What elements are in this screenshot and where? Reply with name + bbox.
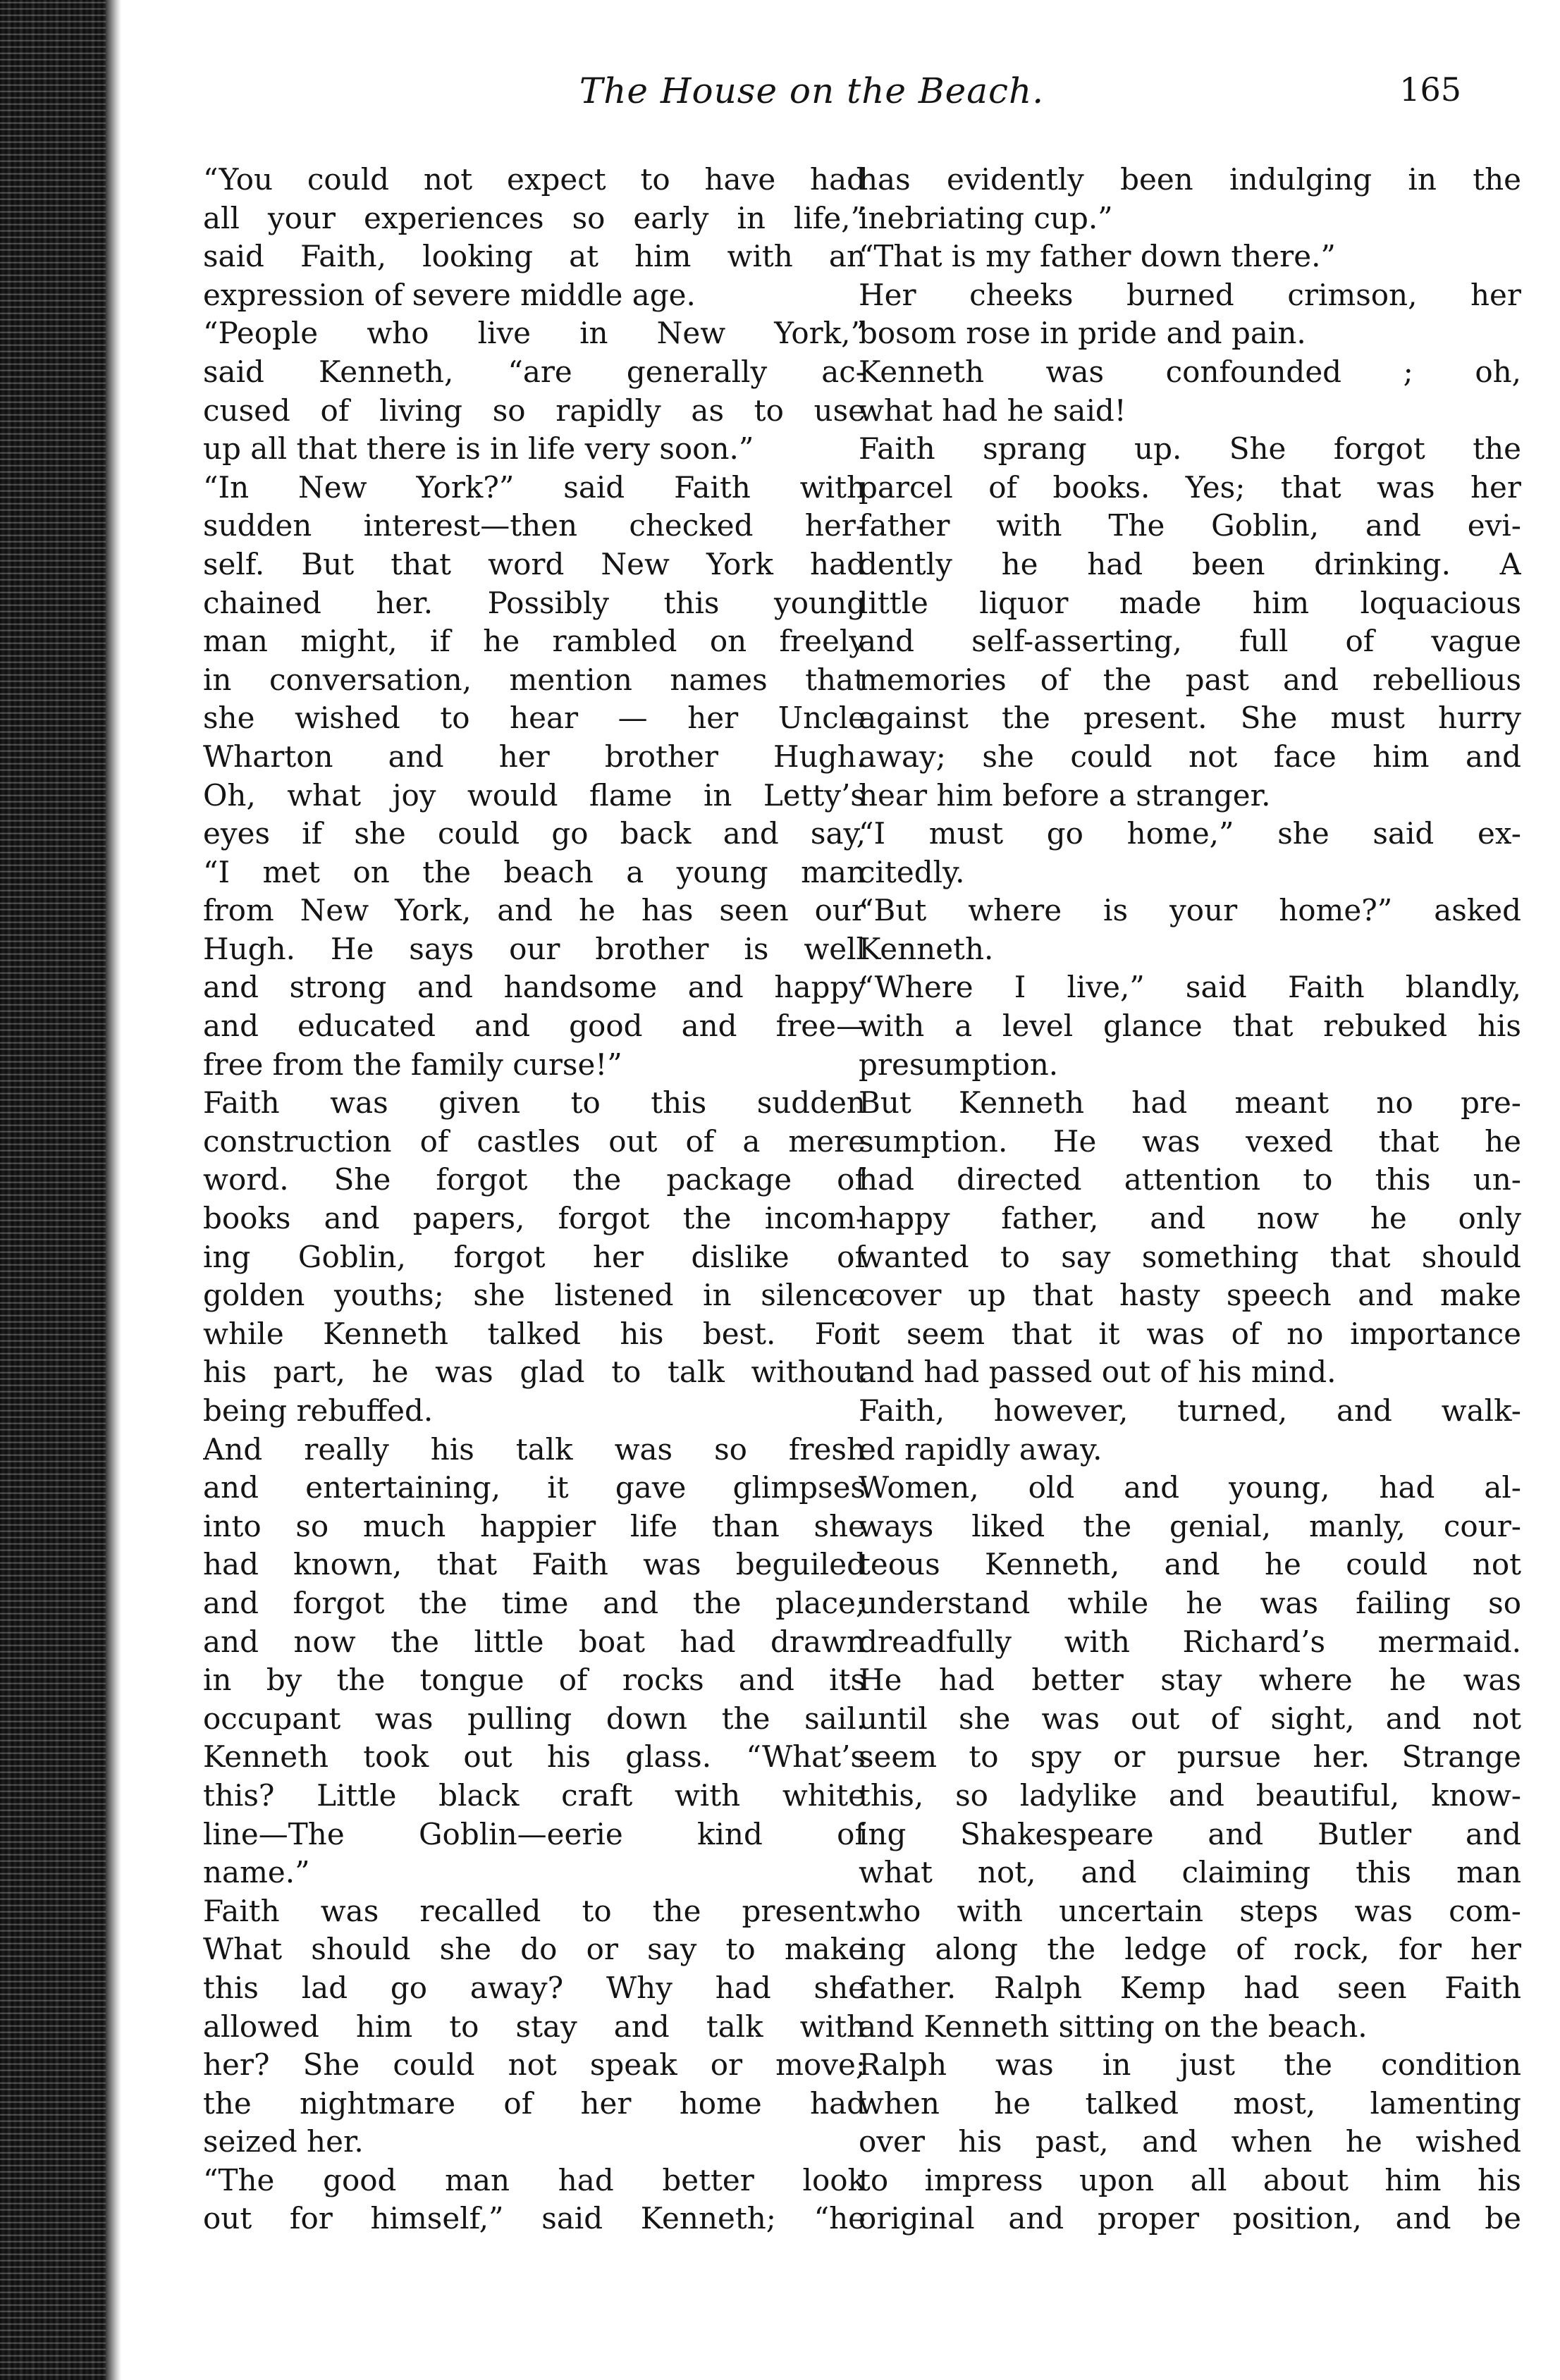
text-line: ing along the ledge of rock, for her xyxy=(859,1932,1521,1967)
text-line: allowed him to stay and talk with xyxy=(203,2009,866,2044)
text-line: memories of the past and rebellious xyxy=(859,662,1521,697)
running-title: The House on the Beach. xyxy=(579,70,1045,111)
text-line: And really his talk was so fresh xyxy=(203,1431,866,1467)
text-line: chained her. Possibly this young xyxy=(203,585,866,620)
text-line: original and proper position, and be xyxy=(859,2201,1521,2236)
text-line: it seem that it was of no importance xyxy=(859,1316,1521,1351)
text-line: bosom rose in pride and pain. xyxy=(859,316,1306,351)
text-line: construction of castles out of a mere xyxy=(203,1123,866,1159)
text-line: parcel of books. Yes; that was her xyxy=(859,469,1521,505)
text-line: dreadfully with Richard’s mermaid. xyxy=(859,1624,1521,1659)
text-line: in by the tongue of rocks and its xyxy=(203,1663,866,1698)
page-number: 165 xyxy=(1399,70,1461,109)
text-line: when he talked most, lamenting xyxy=(859,2085,1521,2121)
text-line: the nightmare of her home had xyxy=(203,2085,866,2121)
text-line: father. Ralph Kemp had seen Faith xyxy=(859,1970,1521,2005)
text-line: his part, he was glad to talk without xyxy=(203,1355,866,1390)
text-line: Kenneth took out his glass. “What’s xyxy=(203,1739,866,1775)
text-line: books and papers, forgot the incom- xyxy=(203,1201,866,1236)
text-line: Faith was recalled to the present. xyxy=(203,1893,866,1928)
text-line: had directed attention to this un- xyxy=(859,1162,1521,1197)
text-line: what had he said! xyxy=(859,393,1126,428)
text-line: expression of severe middle age. xyxy=(203,277,696,312)
binding-shadow xyxy=(106,0,121,2380)
text-line: line—The Goblin—eerie kind of xyxy=(203,1816,866,1851)
text-line: ing Goblin, forgot her dislike of xyxy=(203,1239,866,1274)
text-line: said Kenneth, “are generally ac- xyxy=(203,354,866,389)
text-line: teous Kenneth, and he could not xyxy=(859,1547,1521,1582)
text-line: with a level glance that rebuked his xyxy=(859,1009,1521,1044)
text-line: Oh, what joy would flame in Letty’s xyxy=(203,777,866,813)
text-line: who with uncertain steps was com- xyxy=(859,1893,1521,1928)
text-line: “People who live in New York,” xyxy=(203,316,866,351)
text-line: occupant was pulling down the sail. xyxy=(203,1701,866,1736)
text-line: all your experiences so early in life,” xyxy=(203,200,866,235)
text-line: this? Little black craft with white xyxy=(203,1777,866,1813)
text-line: Hugh. He says our brother is well xyxy=(203,931,866,966)
text-line: What should she do or say to make xyxy=(203,1932,866,1967)
text-line: “The good man had better look xyxy=(203,2162,866,2197)
text-line: and educated and good and free— xyxy=(203,1009,866,1044)
text-line: “That is my father down there.” xyxy=(859,239,1336,274)
text-line: inebriating cup.” xyxy=(859,200,1113,235)
text-line: and now the little boat had drawn xyxy=(203,1624,866,1659)
text-line: ed rapidly away. xyxy=(859,1431,1103,1467)
text-line: being rebuffed. xyxy=(203,1393,434,1428)
text-line: she wished to hear — her Uncle xyxy=(203,701,866,736)
text-line: up all that there is in life very soon.” xyxy=(203,431,754,467)
text-line: “I must go home,” she said ex- xyxy=(859,816,1521,851)
page-header xyxy=(162,70,1461,120)
text-line: Wharton and her brother Hugh. xyxy=(203,739,866,774)
text-line: and entertaining, it gave glimpses xyxy=(203,1470,866,1505)
text-line: and Kenneth sitting on the beach. xyxy=(859,2009,1368,2044)
text-line: little liquor made him loquacious xyxy=(859,585,1521,620)
text-line: and had passed out of his mind. xyxy=(859,1355,1337,1390)
text-line: But Kenneth had meant no pre- xyxy=(859,1085,1521,1121)
text-line: name.” xyxy=(203,1855,310,1890)
text-line: man might, if he rambled on freely xyxy=(203,624,866,659)
text-line: “I met on the beach a young man xyxy=(203,854,866,889)
text-line: and forgot the time and the place; xyxy=(203,1585,866,1620)
right-text-column xyxy=(859,161,1521,2238)
text-line: until she was out of sight, and not xyxy=(859,1701,1521,1736)
text-line: to impress upon all about him his xyxy=(859,2162,1521,2197)
text-line: her? She could not speak or move; xyxy=(203,2047,866,2083)
text-line: Women, old and young, had al- xyxy=(859,1470,1521,1505)
text-line: “You could not expect to have had xyxy=(203,162,866,197)
text-line: presumption. xyxy=(859,1047,1059,1082)
text-line: cused of living so rapidly as to use xyxy=(203,393,866,428)
text-line: this, so ladylike and beautiful, know- xyxy=(859,1777,1521,1813)
text-line: had known, that Faith was beguiled xyxy=(203,1547,866,1582)
text-line: away; she could not face him and xyxy=(859,739,1521,774)
text-line: eyes if she could go back and say, xyxy=(203,816,866,851)
text-line: cover up that hasty speech and make xyxy=(859,1278,1521,1313)
text-line: word. She forgot the package of xyxy=(203,1162,866,1197)
text-line: self. But that word New York had xyxy=(203,546,866,581)
text-line: dently he had been drinking. A xyxy=(859,546,1521,581)
text-line: and self-asserting, full of vague xyxy=(859,624,1521,659)
text-line: Ralph was in just the condition xyxy=(859,2047,1521,2083)
text-line: understand while he was failing so xyxy=(859,1585,1521,1620)
text-line: Faith sprang up. She forgot the xyxy=(859,431,1521,467)
text-line: sudden interest—then checked her- xyxy=(203,508,866,543)
text-line: from New York, and he has seen our xyxy=(203,893,866,928)
text-line: Her cheeks burned crimson, her xyxy=(859,277,1521,312)
left-text-column xyxy=(203,161,866,2238)
text-line: wanted to say something that should xyxy=(859,1239,1521,1274)
text-line: what not, and claiming this man xyxy=(859,1855,1521,1890)
text-line: and strong and handsome and happy xyxy=(203,970,866,1005)
text-line: ways liked the genial, manly, cour- xyxy=(859,1508,1521,1543)
text-line: happy father, and now he only xyxy=(859,1201,1521,1236)
text-line: Kenneth was confounded ; oh, xyxy=(859,354,1521,389)
text-line: Faith, however, turned, and walk- xyxy=(859,1393,1521,1428)
text-line: seized her. xyxy=(203,2124,364,2159)
text-line: this lad go away? Why had she xyxy=(203,1970,866,2005)
text-line: “Where I live,” said Faith blandly, xyxy=(859,970,1521,1005)
text-line: sumption. He was vexed that he xyxy=(859,1123,1521,1159)
text-line: out for himself,” said Kenneth; “he xyxy=(203,2201,866,2236)
text-line: over his past, and when he wished xyxy=(859,2124,1521,2159)
text-line: “In New York?” said Faith with xyxy=(203,469,866,505)
text-line: golden youths; she listened in silence xyxy=(203,1278,866,1313)
text-line: father with The Goblin, and evi- xyxy=(859,508,1521,543)
text-line: Kenneth. xyxy=(859,931,994,966)
text-line: said Faith, looking at him with an xyxy=(203,239,866,274)
text-line: has evidently been indulging in the xyxy=(859,162,1521,197)
text-line: hear him before a stranger. xyxy=(859,777,1271,813)
text-line: seem to spy or pursue her. Strange xyxy=(859,1739,1521,1775)
text-line: “But where is your home?” asked xyxy=(859,893,1521,928)
book-binding-edge xyxy=(0,0,106,2380)
text-line: He had better stay where he was xyxy=(859,1663,1521,1698)
text-line: free from the family curse!” xyxy=(203,1047,622,1082)
text-line: into so much happier life than she xyxy=(203,1508,866,1543)
text-line: while Kenneth talked his best. For xyxy=(203,1316,866,1351)
text-line: Faith was given to this sudden xyxy=(203,1085,866,1121)
text-line: in conversation, mention names that xyxy=(203,662,866,697)
text-line: ing Shakespeare and Butler and xyxy=(859,1816,1521,1851)
text-line: against the present. She must hurry xyxy=(859,701,1521,736)
text-line: citedly. xyxy=(859,854,965,889)
